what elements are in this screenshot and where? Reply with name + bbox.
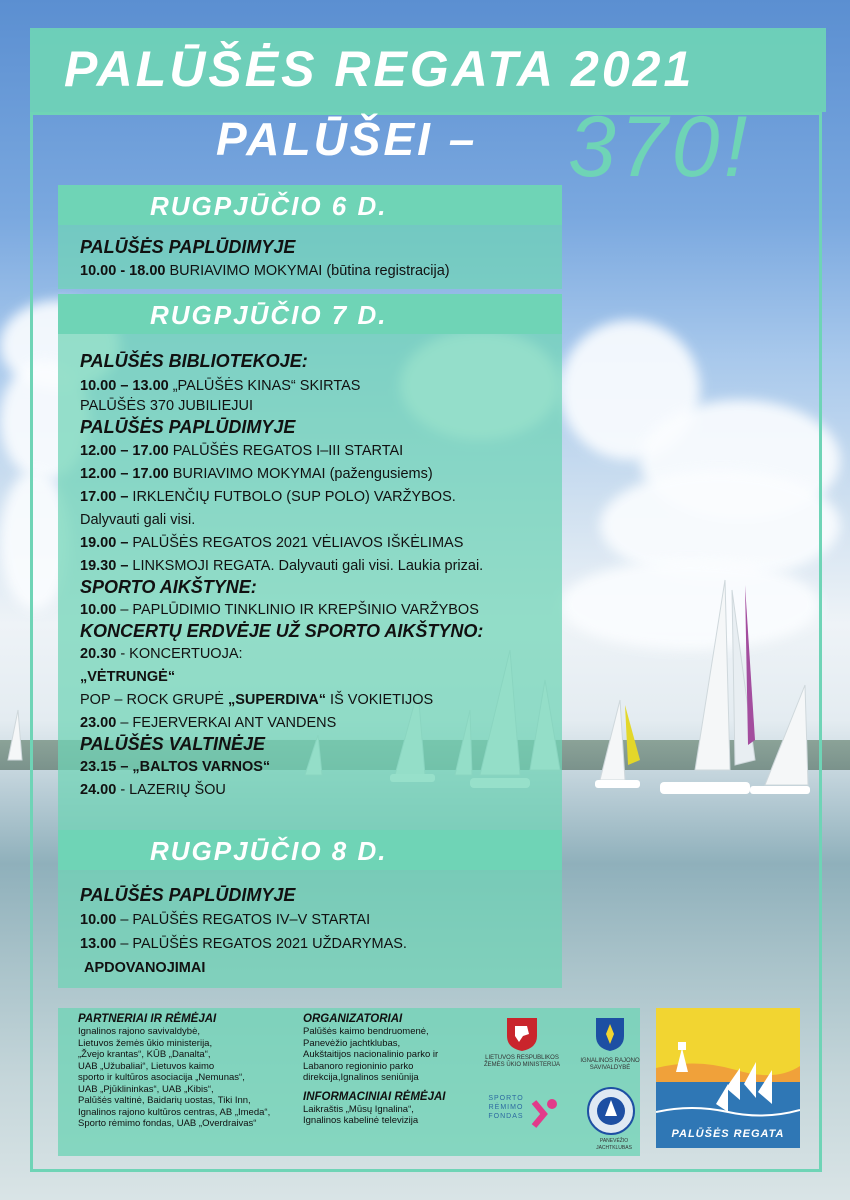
organizers-block [303, 1012, 483, 1127]
schedule-row [80, 487, 483, 507]
day2-place-boathouse: PALŪŠĖS VALTINĖJE [80, 734, 266, 754]
page-title: PALŪŠĖS REGATA 2021 [64, 41, 695, 97]
info-line: Ignalinos kabelinė televizija [303, 1115, 419, 1126]
day2-place-concert: KONCERTŲ ERDVĖJE UŽ SPORTO AIKŠTYNO: [80, 621, 484, 641]
event: APDOVANOJIMAI [84, 960, 206, 976]
municipality-logo-caption: IGNALINOS RAJONO SAVIVALDYBĖ [580, 1058, 640, 1071]
partner-line: Palūšės valtinė, Baidarių uostas, Tiki Inn, [78, 1095, 251, 1106]
day2-band [58, 294, 562, 334]
day3-band [58, 830, 562, 870]
schedule-row [80, 464, 483, 484]
partner-line: Lietuvos žemės ūkio ministerija, [78, 1037, 213, 1049]
partner-line: sporto ir kultūros asociacija „Nemunas“, [78, 1072, 245, 1083]
schedule-row [80, 441, 483, 461]
organizer-line: Aukštaitijos nacionalinio parko ir [303, 1049, 439, 1060]
partner-line: UAB „Pjūklininkas“, UAB „Kibis“, [78, 1083, 214, 1095]
event: POP – ROCK GRUPĖ [80, 692, 228, 708]
time: 23.15 – „BALTOS VARNOS“ [80, 759, 271, 775]
day1-band [58, 185, 562, 225]
event: – PALŪŠĖS REGATOS IV–V STARTAI [116, 912, 371, 928]
event: IŠ VOKIETIJOS [326, 692, 434, 708]
time: 13.00 [80, 936, 117, 952]
time: 10.00 - 18.00 [80, 263, 166, 279]
event: – FEJERVERKAI ANT VANDENS [116, 715, 337, 731]
schedule-row [80, 533, 483, 553]
schedule-row [80, 910, 407, 930]
partner-line: „Žvejo krantas“, KŪB „Danalta“, [78, 1049, 211, 1060]
event: - KONCERTUOJA: [116, 646, 243, 662]
band-name: „SUPERDIVA“ [228, 692, 327, 708]
schedule-row [80, 556, 483, 576]
municipality-crest-icon [594, 1016, 626, 1052]
page-subtitle: PALŪŠEI – [216, 113, 478, 165]
event: „PALŪŠĖS KINAS“ SKIRTAS [168, 378, 361, 394]
schedule-row [80, 600, 483, 620]
schedule-row [80, 713, 483, 733]
time: 12.00 – 17.00 [80, 443, 169, 459]
event: – PALŪŠĖS REGATOS 2021 UŽDARYMAS. [116, 936, 407, 952]
schedule-row [80, 934, 407, 954]
time: 24.00 [80, 782, 117, 798]
organizers-title: ORGANIZATORIAI [303, 1013, 403, 1025]
day2-place-beach: PALŪŠĖS PAPLŪDIMYJE [80, 417, 296, 437]
day1-place: PALŪŠĖS PAPLŪDIMYJE [80, 237, 296, 257]
day2-place-sports: SPORTO AIKŠTYNE: [80, 577, 257, 597]
day1-schedule [80, 236, 450, 281]
event: BURIAVIMO MOKYMAI (pažengusiems) [168, 466, 433, 482]
event: PALŪŠĖS REGATOS 2021 VĖLIAVOS IŠKĖLIMAS [128, 535, 464, 551]
day3-schedule [80, 884, 407, 978]
organizer-line: Labanoro regioninio parko [303, 1060, 414, 1072]
regata-logo-caption: PALŪŠĖS REGATA [671, 1128, 785, 1140]
time: 23.00 [80, 715, 117, 731]
event: IRKLENČIŲ FUTBOLO (SUP POLO) VARŽYBOS. [128, 489, 456, 505]
anniversary-number: 370! [568, 99, 752, 195]
schedule-row [80, 757, 483, 777]
day1-row [80, 261, 450, 281]
partner-line: UAB „Užubaliai“, Lietuvos kaimo [78, 1060, 215, 1072]
event: PALŪŠĖS REGATOS I–III STARTAI [168, 443, 404, 459]
day2-place-library: PALŪŠĖS BIBLIOTEKOJE: [80, 351, 308, 371]
time: 10.00 [80, 912, 117, 928]
schedule-row [80, 667, 483, 687]
day1-label: RUGPJŪČIO 6 D. [150, 191, 388, 221]
time: 20.30 [80, 646, 117, 662]
time: 12.00 – 17.00 [80, 466, 169, 482]
band-name: „VĖTRUNGĖ“ [80, 669, 176, 685]
event: – PAPLŪDIMIO TINKLINIO IR KREPŠINIO VARŽYBOS [116, 602, 479, 618]
day3-label: RUGPJŪČIO 8 D. [150, 836, 388, 866]
time: 10.00 [80, 602, 117, 618]
time: 17.00 – [80, 489, 129, 505]
partner-line: Ignalinos rajono savivaldybė, [78, 1026, 200, 1037]
schedule-row [80, 690, 483, 710]
schedule-row [80, 958, 407, 978]
ministry-logo-caption: LIETUVOS RESPUBLIKOS ŽEMĖS ŪKIO MINISTERIJA [484, 1055, 561, 1068]
schedule-row [80, 780, 483, 800]
day2-label: RUGPJŪČIO 7 D. [150, 300, 388, 330]
event: BURIAVIMO MOKYMAI (būtina registracija) [165, 263, 450, 279]
regata-logo [656, 1008, 800, 1148]
partners-title: PARTNERIAI IR RĖMĖJAI [78, 1013, 217, 1025]
sports-fund-logo-text: SPORTO RĖMIMO FONDAS [488, 1095, 524, 1120]
organizer-line: Panevėžio jachtklubas, [303, 1037, 401, 1049]
partner-line: Sporto rėmimo fondas, UAB „Overdraivas“ [78, 1118, 257, 1129]
time: 10.00 – 13.00 [80, 378, 169, 394]
yacht-club-logo-caption: PANEVĖŽIO JACHTKLUBAS [596, 1138, 632, 1151]
schedule-row [80, 376, 483, 396]
info-sponsors-title: INFORMACINIAI RĖMĖJAI [303, 1090, 446, 1103]
ministry-crest-icon [505, 1016, 539, 1052]
yacht-club-logo-icon [586, 1086, 636, 1136]
schedule-row: PALŪŠĖS 370 JUBILIEJUI [80, 398, 254, 414]
organizer-line: direkcija,Ignalinos seniūnija [303, 1072, 419, 1083]
event: - LAZERIŲ ŠOU [116, 782, 226, 798]
schedule-row: Dalyvauti gali visi. [80, 512, 196, 528]
time: 19.30 – [80, 558, 129, 574]
event: LINKSMOJI REGATA. Dalyvauti gali visi. Laukia prizai. [128, 558, 484, 574]
sports-fund-icon [530, 1096, 560, 1132]
day2-schedule [80, 350, 483, 800]
day3-place: PALŪŠĖS PAPLŪDIMYJE [80, 885, 296, 905]
time: 19.00 – [80, 535, 129, 551]
info-line: Laikraštis „Mūsų Ignalina“, [303, 1103, 414, 1115]
regata-logo-graphic [656, 1008, 800, 1148]
organizer-line: Palūšės kaimo bendruomenė, [303, 1026, 429, 1037]
partners-block [78, 1012, 298, 1130]
schedule-row [80, 644, 483, 664]
partner-line: Ignalinos rajono kultūros centras, AB „Imeda“, [78, 1106, 271, 1118]
